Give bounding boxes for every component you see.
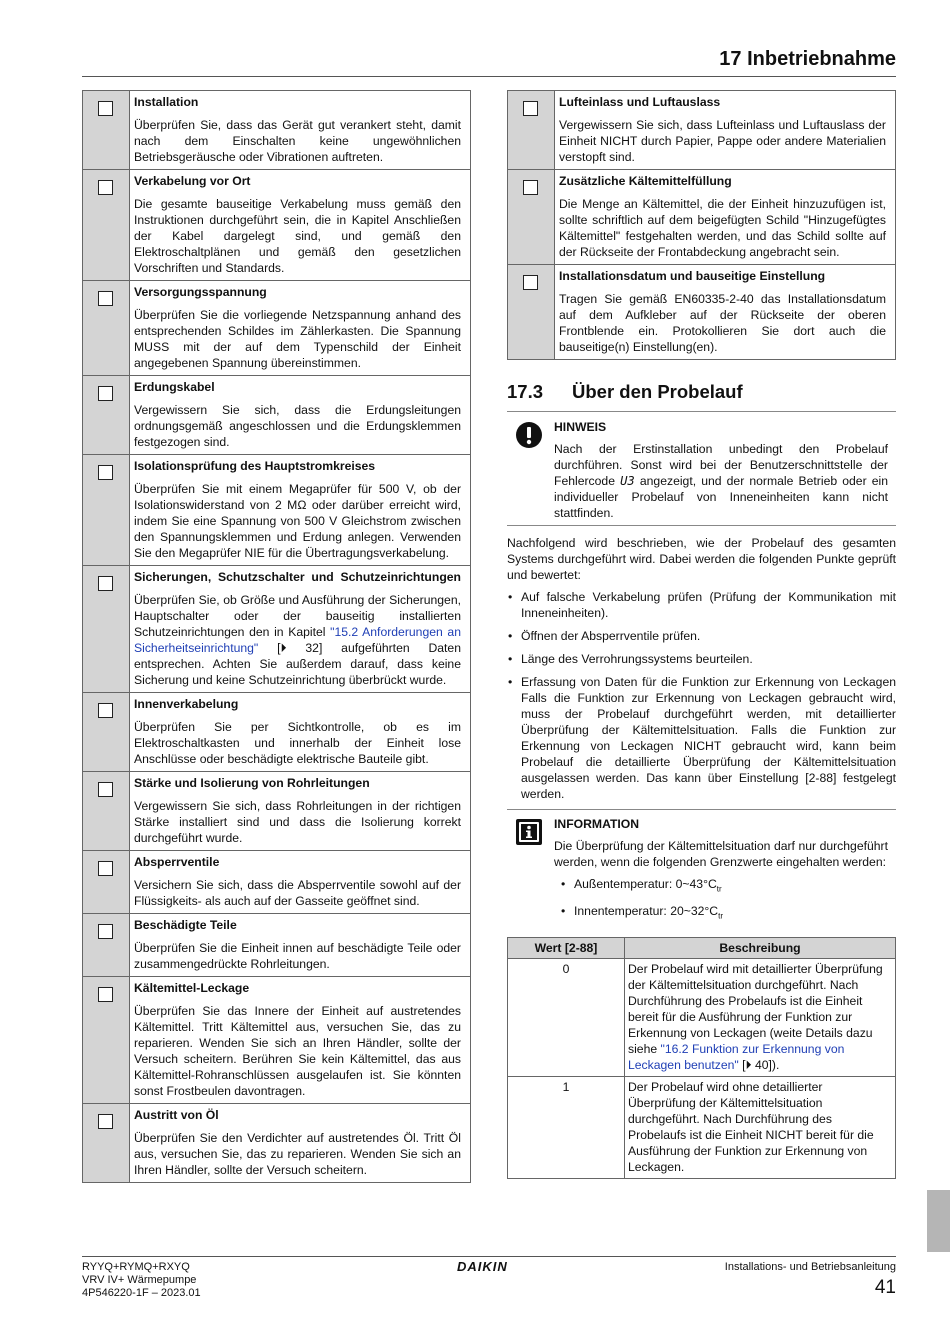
page-footer — [82, 1256, 896, 1299]
table-row — [508, 958, 896, 1076]
check-heading: Austritt von Öl — [134, 1108, 219, 1122]
check-body: Vergewissern Sie sich, dass Rohrleitungen in der richtigen Stärke installiert sind und dass die Isolierung korrekt durchgeführt wurde. — [134, 799, 461, 845]
checklist-row — [508, 91, 896, 170]
checklist-row — [83, 772, 471, 851]
check-points-list — [507, 589, 896, 802]
check-heading: Erdungskabel — [134, 380, 215, 394]
checkbox[interactable] — [98, 101, 113, 116]
list-item: • Öffnen der Absperrventile prüfen. — [507, 628, 896, 644]
checkbox[interactable] — [98, 703, 113, 718]
cross-reference-link[interactable]: "16.2 Funktion zur Erkennung von Leckagen benutzen" — [628, 1041, 845, 1072]
value-cell: 0 — [508, 958, 625, 1076]
setting-table — [507, 937, 896, 1179]
right-column — [507, 90, 896, 1179]
exclamation-icon — [515, 421, 543, 453]
check-heading: Lufteinlass und Luftauslass — [559, 95, 721, 109]
checkbox[interactable] — [98, 576, 113, 591]
page-number: 41 — [874, 1277, 896, 1298]
note-text: Nach der Erstinstallation unbedingt den Probelauf durchführen. Sonst wird bei der Benutzerschnittstelle der Fehlercode — [554, 442, 888, 488]
checklist-row — [83, 455, 471, 566]
check-body: Überprüfen Sie den Verdichter auf austretendes Öl. Tritt Öl aus, versuchen Sie, das zu reparieren. Wenden Sie sich an Ihren Händler, sollte der Versuch scheitern. — [134, 1131, 461, 1177]
list-item: • Auf falsche Verkabelung prüfen (Prüfung der Kommunikation mit Inneneinheiten). — [507, 589, 896, 621]
description-cell: Der Probelauf wird ohne detaillierter Überprüfung der Kältemittelsituation durchgeführt. Nach Durchführung des Probelaufs ist die Einheit NICHT bereit für die Ausführung der Funktion zur Erkennung von Leckagen. — [625, 1076, 896, 1178]
list-item: • Außentemperatur: $0\sim 43^\circ C_{tr}$ — [554, 876, 888, 897]
column-header: Wert [2-88] — [508, 937, 625, 958]
check-heading: Stärke und Isolierung von Rohrleitungen — [134, 776, 370, 790]
table-header-row — [508, 937, 896, 958]
checklist-row — [508, 170, 896, 265]
check-body: Die gesamte bauseitige Verkabelung muss gemäß den Instruktionen durchgeführt sein, die in Kapitel Anschließen der Kabel dargelegt sind, und gemäß den Elektroschaltplänen und gemäß den gesetzlichen Vorschriften und Standards. — [134, 197, 461, 275]
product-text: VRV IV+ Wärmepumpe — [82, 1274, 197, 1286]
checkbox[interactable] — [98, 291, 113, 306]
model-text: RYYQ+RYMQ+RXYQ — [82, 1261, 190, 1273]
value-cell: 1 — [508, 1076, 625, 1178]
check-body: Die Menge an Kältemittel, die der Einheit hinzuzufügen ist, sollte schriftlich auf dem beigefügten Schild "Hinzugefügtes Kältemittel" festgehalten werden, und das Schild sollte auf der Rückseite der Frontabdeckung angebracht sein. — [559, 197, 886, 259]
page-header — [82, 48, 896, 77]
checklist-row — [83, 91, 471, 170]
check-body: Tragen Sie gemäß EN60335-2-40 das Installationsdatum auf dem Aufkleber auf der Rückseite der oberen Frontblende ein. Protokollieren Sie dort auch die bauseitige(n) Einstellung(en). — [559, 292, 886, 354]
list-item: • Länge des Verrohrungssystems beurteilen. — [507, 651, 896, 667]
section-number: 17.3 — [507, 381, 544, 402]
check-heading: Kältemittel-Leckage — [134, 981, 250, 995]
check-body-text: aufgeführten Daten entsprechen. Achten Sie außerdem darauf, dass keine Sicherung und keine Schutzeinrichtung überbrückt wurde. — [134, 641, 461, 687]
info-icon — [515, 818, 543, 850]
page-ref: [⏵ 40]). — [738, 1057, 780, 1072]
check-body — [134, 592, 461, 688]
checklist-row — [83, 566, 471, 693]
check-body: Überprüfen Sie das Innere der Einheit auf austretendes Kältemittel. Tritt Kältemittel aus, versuchen Sie, das zu reparieren. Wenden Sie sich an Ihren Händler, sollte der Versuch scheitern. Berühren Sie kein Kältemittel, das aus Kältemittel-Rohranschlüssen ausgelaufen ist. Sie könnten sonst Frostbeulen davontragen. — [134, 1004, 461, 1098]
daikin-logo: DAIKIN — [457, 1259, 508, 1274]
check-heading: Installation — [134, 95, 199, 109]
checklist-row — [83, 693, 471, 772]
check-body-text: Überprüfen Sie, ob Größe und Ausführung der Sicherungen, Hauptschalter oder der bauseitig installierten Schutzeinrichtungen den in Kapitel — [134, 593, 461, 639]
list-item: • Erfassung von Daten für die Funktion zur Erkennung von Leckagen Falls die Funktion zur Erkennung von Leckagen gebraucht wird, muss der Probelauf durchgeführt werden, mit detaillierter Überprüfung der Kältemittelsituation. Falls die Funktion zur Erkennung von Leckagen NICHT gebraucht wird, kann beim Probelauf die detaillierte Überprüfung der Kältemittelsituation ausgelassen werden. Das kann über Einstellung [2-88] festgelegt werden. — [507, 674, 896, 802]
chapter-title: 17 Inbetriebnahme — [719, 48, 896, 70]
note-body — [554, 441, 888, 521]
check-body: Überprüfen Sie, dass das Gerät gut verankert steht, damit nach dem Einschalten keine ungewöhnlichen Betriebsgeräusche oder Vibrationen auftreten. — [134, 118, 461, 164]
checkbox[interactable] — [98, 180, 113, 195]
cross-reference-link[interactable]: "15.2 Anforderungen an Sicherheitseinrichtung" — [134, 625, 461, 655]
page-ref: [⏵ 32] — [258, 641, 323, 655]
check-heading: Isolationsprüfung des Hauptstromkreises — [134, 459, 376, 473]
section-title: Über den Probelauf — [572, 381, 743, 402]
checkbox[interactable] — [98, 1114, 113, 1129]
check-heading: Absperrventile — [134, 855, 220, 869]
checkbox[interactable] — [98, 924, 113, 939]
checklist-row — [83, 281, 471, 376]
checkbox[interactable] — [98, 386, 113, 401]
checkbox[interactable] — [98, 782, 113, 797]
limits-list — [554, 876, 888, 925]
check-body: Vergewissern Sie sich, dass Lufteinlass und Luftauslass der Einheit NICHT durch Papier, Pappe oder andere Materialien verstopft sind. — [559, 118, 886, 164]
check-heading: Sicherungen, Schutzschalter und Schutzeinrichtungen — [134, 570, 461, 584]
check-heading: Versorgungsspannung — [134, 285, 267, 299]
checkbox[interactable] — [523, 180, 538, 195]
checklist-row — [83, 1104, 471, 1183]
list-item: • Innentemperatur: $20\sim 32^\circ C_{tr}$ — [554, 903, 888, 924]
chapter-tab-marker — [927, 1190, 950, 1252]
table-row — [508, 1076, 896, 1178]
information-note — [507, 809, 896, 935]
checklist-row — [83, 170, 471, 281]
check-body: Überprüfen Sie die vorliegende Netzspannung anhand des entsprechenden Schildes im Zählerkasten. Die Spannung MUSS mit der auf dem Typenschild der Einheit angegebenen Spannung übereinstimmen. — [134, 308, 461, 370]
note-body: Die Überprüfung der Kältemittelsituation darf nur durchgeführt werden, wenn die folgenden Grenzwerte eingehalten werden: — [554, 839, 888, 869]
check-body: Versichern Sie sich, dass die Absperrventile sowohl auf der Flüssigkeits- als auch auf der Gasseite geöffnet sind. — [134, 878, 461, 908]
footer-right — [725, 1261, 896, 1300]
note-text: angezeigt, und der normale Betrieb oder ein individueller Probelauf von Inneneinheiten kann nicht stattfinden. — [554, 474, 888, 520]
checklist-row — [83, 376, 471, 455]
checklist-left — [82, 90, 471, 1183]
hinweis-note — [507, 417, 896, 526]
checklist-row — [83, 977, 471, 1104]
checkbox[interactable] — [523, 101, 538, 116]
check-body: Überprüfen Sie mit einem Megaprüfer für 500 V, ob der Isolationswiderstand von 2 MΩ oder darüber erreicht wird, indem Sie eine Spannung von 500 V Gleichstrom zwischen den Spannungsklemmen und Erdung anlegen. Verwenden Sie den Megaprüfer NIE für die Übertragungsverkabelung. — [134, 482, 461, 560]
checklist-right — [507, 90, 896, 360]
note-title: HINWEIS — [554, 420, 607, 434]
description-cell: Der Probelauf wird mit detaillierter Überprüfung der Kältemittelsituation durchgeführt. Nach Durchführung des Probelaufs ist die Einheit bereit für die Ausführung der Funktion zur Erkennung von Leckagen (weite Details dazu siehe "16.2 Funktion zur Erkennung von Leckagen benutzen" [⏵ 40]). — [625, 958, 896, 1076]
check-heading: Zusätzliche Kältemittelfüllung — [559, 174, 732, 188]
footer-left — [82, 1261, 201, 1300]
check-body: Überprüfen Sie per Sichtkontrolle, ob es im Elektroschaltkasten und innerhalb der Einheit lose Anschlüsse oder beschädigte elektrische Bauteile gibt. — [134, 720, 461, 766]
note-title: INFORMATION — [554, 817, 640, 831]
check-heading: Installationsdatum und bauseitige Einstellung — [559, 269, 826, 283]
check-heading: Beschädigte Teile — [134, 918, 237, 932]
section-heading — [507, 381, 896, 412]
error-code: U3 — [620, 474, 635, 488]
check-body: Vergewissern Sie sich, dass die Erdungsleitungen ordnungsgemäß angeschlossen und die Erdungsklemmen festgezogen sind. — [134, 403, 461, 449]
checklist-row — [83, 851, 471, 914]
intro-paragraph: Nachfolgend wird beschrieben, wie der Probelauf des gesamten Systems durchgeführt wird. Dabei werden die folgenden Punkte geprüft und bewertet: — [507, 536, 896, 582]
checkbox[interactable] — [98, 861, 113, 876]
column-header: Beschreibung — [625, 937, 896, 958]
checklist-row — [83, 914, 471, 977]
checklist-row — [508, 265, 896, 360]
manual-title: Installations- und Betriebsanleitung — [724, 1261, 896, 1273]
checkbox[interactable] — [98, 465, 113, 480]
doc-number: 4P546220-1F – 2023.01 — [82, 1287, 201, 1299]
left-column — [82, 90, 471, 1183]
check-body: Überprüfen Sie die Einheit innen auf beschädigte Teile oder zusammengedrückte Rohrleitungen. — [134, 941, 461, 971]
check-heading: Innenverkabelung — [134, 697, 239, 711]
checkbox[interactable] — [98, 987, 113, 1002]
checkbox[interactable] — [523, 275, 538, 290]
check-heading: Verkabelung vor Ort — [134, 174, 251, 188]
